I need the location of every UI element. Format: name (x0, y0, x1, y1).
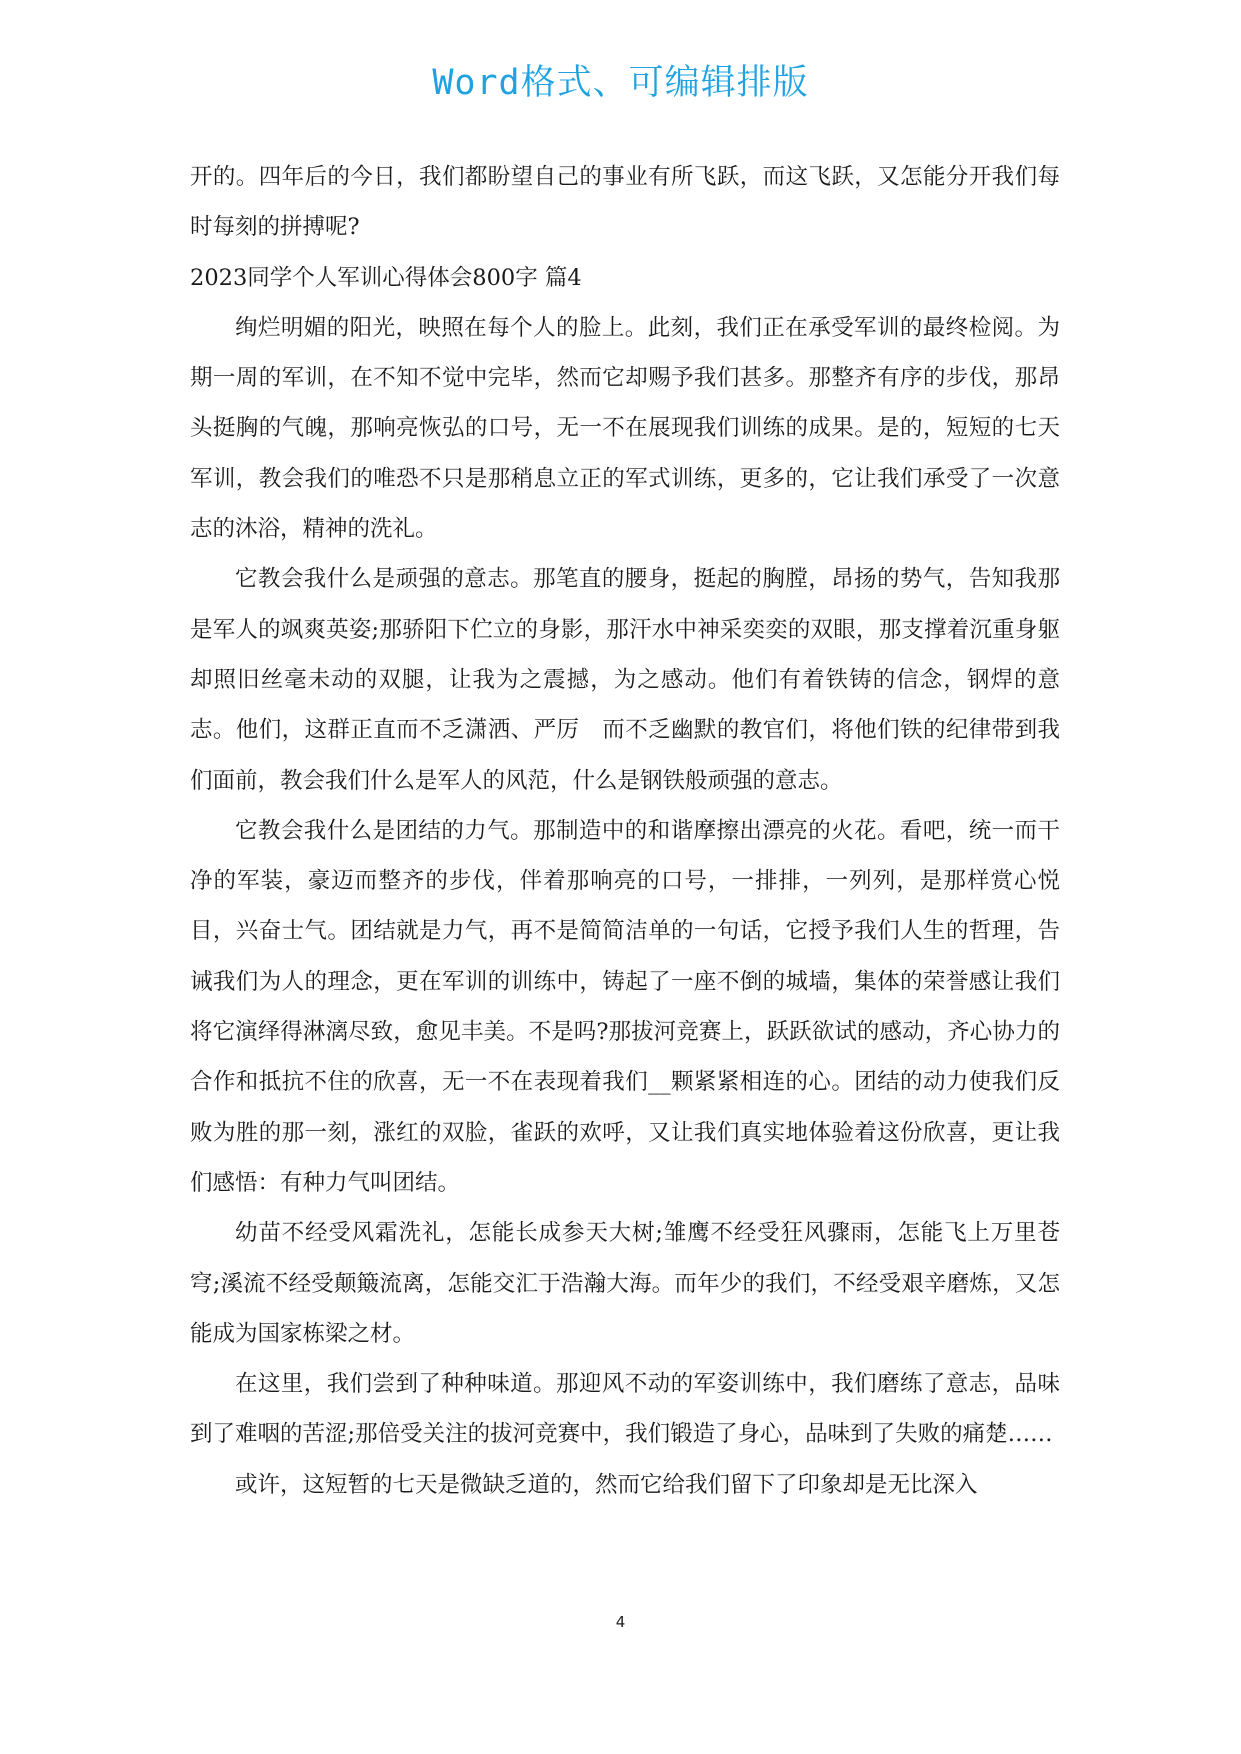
page-number: 4 (615, 1613, 626, 1631)
paragraph: 在这里，我们尝到了种种味道。那迎风不动的军姿训练中，我们磨练了意志，品味到了难咽的苦涩;那倍受关注的拔河竞赛中，我们锻造了身心，品味到了失败的痛楚…… (190, 1371, 1060, 1448)
paragraph: 它教会我什么是顽强的意志。那笔直的腰身，挺起的胸膛，昂扬的势气，告知我那是军人的飒爽英姿;那骄阳下伫立的身影，那汗水中神采奕奕的双眼，那支撑着沉重身躯却照旧丝毫未动的双腿，让我为之震撼，为之感动。他们有着铁铸的信念，钢焊的意志。他们，这群正直而不乏潇洒、严厉 而不乏幽默的教官们，将他们铁的纪律带到我们面前，教会我们什么是军人的风范，什么是钢铁般顽强的意志。 (190, 566, 1060, 794)
page-header-title: Word格式、可编辑排版 (432, 63, 809, 103)
paragraph: 它教会我什么是团结的力气。那制造中的和谐摩擦出漂亮的火花。看吧，统一而干净的军装，豪迈而整齐的步伐，伴着那响亮的口号，一排排，一列列，是那样赏心悦目，兴奋士气。团结就是力气，再不是简简洁单的一句话，它授予我们人生的哲理，告诫我们为人的理念，更在军训的训练中，铸起了一座不倒的城墙，集体的荣誉感让我们将它演绎得淋漓尽致，愈见丰美。不是吗?那拔河竞赛上，跃跃欲试的感动，齐心协力的合作和抵抗不住的欣喜，无一不在表现着我们__颗紧紧相连的心。团结的动力使我们反败为胜的那一刻，涨红的双脸，雀跃的欢呼，又让我们真实地体验着这份欣喜，更让我们感悟：有种力气叫团结。 (190, 817, 1060, 1196)
paragraph: 或许，这短暂的七天是微缺乏道的，然而它给我们留下了印象却是无比深入 (235, 1471, 978, 1498)
paragraph: 幼苗不经受风霜洗礼，怎能长成参天大树;雏鹰不经受狂风骤雨，怎能飞上万里苍穹;溪流不经受颠簸流离，怎能交汇于浩瀚大海。而年少的我们，不经受艰辛磨炼，又怎能成为国家栋梁之材。 (190, 1220, 1060, 1347)
document-body (190, 152, 1060, 1510)
paragraph: 绚烂明媚的阳光，映照在每个人的脸上。此刻，我们正在承受军训的最终检阅。为期一周的军训，在不知不觉中完毕，然而它却赐予我们甚多。那整齐有序的步伐，那昂头挺胸的气魄，那响亮恢弘的口号，无一不在展现我们训练的成果。是的，短短的七天军训，教会我们的唯恐不只是那稍息立正的军式训练，更多的，它让我们承受了一次意志的沐浴，精神的洗礼。 (190, 314, 1060, 543)
paragraph-continuation: 开的。四年后的今日，我们都盼望自己的事业有所飞跃，而这飞跃，又怎能分开我们每时每刻的拼搏呢? (190, 164, 1060, 241)
section-heading: 2023同学个人军训心得体会800字 篇4 (190, 264, 582, 291)
